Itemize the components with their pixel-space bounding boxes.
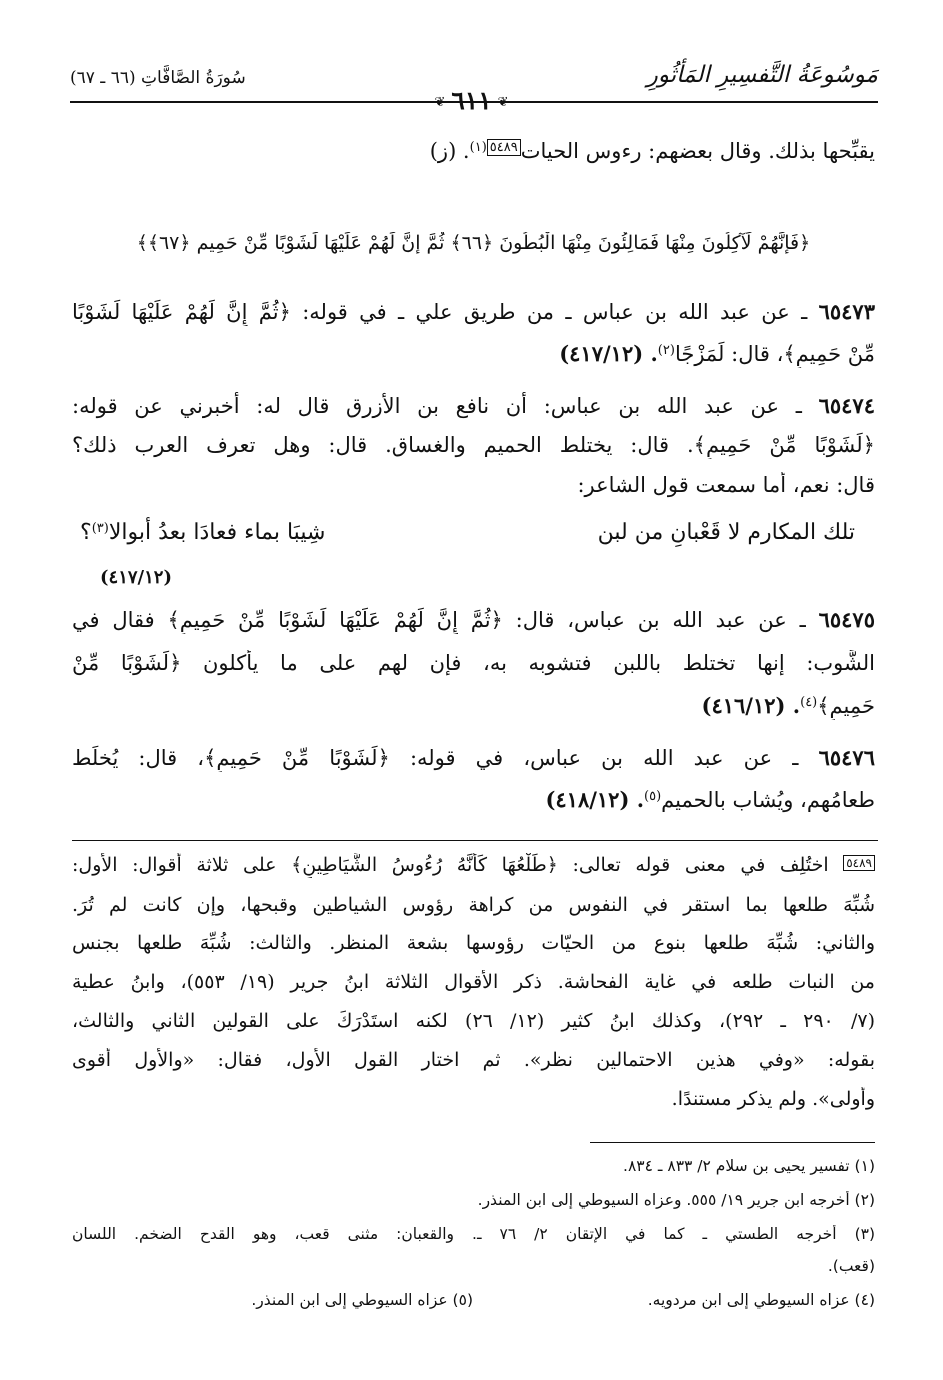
footnotes-rule [590,1142,875,1143]
poem-verse [80,520,855,554]
entry-6575-line2: الشَّوب: إنها تختلط باللبن فتشوبه به، فإن لهم على ما يأكلون ﴿لَشَوْبًا مِّنْ [72,651,875,675]
entry-number: ٦٥٤٧٦ [818,745,875,770]
entry-6573-line2: مِّنْ حَمِيمٍ﴾، قال: لَمَزْجًا$^{(٢)}$. (٤١٧/١٢) [559,341,875,366]
entry-number: ٦٥٤٧٤ [818,393,875,418]
entry-6573-line1: ٦٥٤٧٣ ـ عن عبد الله بن عباس ـ من طريق علي ـ في قوله: ﴿ثُمَّ إِنَّ لَهُمْ عَلَيْهَا لَشَوْبًا [72,299,875,324]
entry-6574-line2: ﴿لَشَوْبًا مِّنْ حَمِيمٍ﴾. قال: يختلط الحميم والغساق. قال: وهل تعرف العرب ذلك؟ [72,433,875,457]
ornament-icon: ❦ [434,95,446,110]
commentary-line3: والثاني: شُبِّهَ طلعها بنوع من الحيّات رؤوسها بشعة المنظر. والثالث: شُبِّهَ طلعها بجنس [72,932,875,954]
page-number: ٦١١ [451,86,492,115]
ornament-icon: ❦ [497,95,509,110]
footnote-marker[interactable]: (٤) [800,695,818,710]
footnote-marker[interactable]: (٥) [644,789,662,804]
commentary-line1: $^{٥٤٨٩}$ اختُلِف في معنى قوله تعالى: ﴿طَلْعُهَا كَأَنَّهُ رُءُوسُ الشَّيَاطِينِ﴾ على ثلاثة أقوال: الأول: [72,853,875,878]
footnote-marker[interactable]: (٣) [91,521,109,536]
commentary-rule [72,840,878,841]
page-number-row [0,86,943,115]
commentary-line4: من النبات طلعه في غاية الفحاشة. ذكر الأقوال الثلاثة ابنُ جرير (١٩/ ٥٥٣)، وابنُ عطية [72,971,875,993]
entry-number: ٦٥٤٧٥ [818,607,875,632]
entry-6575-line3: حَمِيمٍ﴾$^{(٤)}$. (٤١٦/١٢) [701,693,875,718]
footnote-2: (٢) أخرجه ابن جرير ١٩/ ٥٥٥. وعزاه السيوطي إلى ابن المنذر. [477,1191,875,1209]
commentary-ref-box[interactable]: ٥٤٨٩ [843,855,875,871]
poem-hemistich-2-wrap: شِيبَا بماء فعادَا بعدُ أبوالا$^{(٣)}$؟ [80,520,326,545]
entry-6574-line3: قال: نعم، أما سمعت قول الشاعر: [577,473,875,497]
entry-6575-line1: ٦٥٤٧٥ ـ عن عبد الله بن عباس، قال: ﴿ثُمَّ إِنَّ لَهُمْ عَلَيْهَا لَشَوْبًا مِّنْ حَمِيمٍ﴾ فقال في [72,607,875,632]
footnote-5: (٥) عزاه السيوطي إلى ابن المنذر. [251,1291,473,1309]
commentary-line6: بقوله: «وفي هذين الاحتمالين نظر». ثم اختار القول الأول، فقال: «والأول أقوى [72,1049,875,1071]
source-ref: . (٤١٦/١٢) [701,693,801,718]
series-title: مَوسُوعَةُ التَّفسِيرِ المَأثُورِ [646,62,878,88]
footnote-1: (١) تفسير يحيى بن سلام ٢/ ٨٣٣ ـ ٨٣٤. [623,1157,875,1175]
commentary-line7: وأولى». ولم يذكر مستندًا. [671,1088,875,1110]
commentary-line2: شُبِّهَ طلعها بما استقر في النفوس من كراهة رؤوس الشياطين وقبحها، وإن كانت لم تُرَ. [72,894,875,916]
source-ref: . (٤١٧/١٢) [559,341,658,366]
commentary-line5: (٧/ ٢٩٠ ـ ٢٩٢)، وكذلك ابنُ كثير (١٢/ ٢٦) لكنه استَدْرَكَ على القولين الثاني والثالث، [72,1010,875,1032]
intro-line: يقبِّحها بذلك. وقال بعضهم: رءوس الحيات$^{٥٤٨٩(١)}$. (ز) [429,139,875,163]
poem-hemistich-1: تلك المكارم لا قَعْبانِ من لبن [597,520,855,545]
footnote-marker[interactable]: (١) [469,140,487,155]
commentary-ref-box[interactable]: ٥٤٨٩ [487,139,521,156]
entry-number: ٦٥٤٧٣ [818,299,875,324]
footnote-3: (٣) أخرجه الطستي ـ كما في الإتقان ٢/ ٧٦ ـ. والقعبان: مثنى قعب، وهو القدح الضخم. اللسان [72,1225,875,1243]
footnote-marker[interactable]: (٢) [657,343,675,358]
source-ref: (٤١٧/١٢) [100,567,172,588]
source-ref: . (٤١٨/١٢) [545,787,645,812]
entry-6576-line1: ٦٥٤٧٦ ـ عن عبد الله بن عباس، في قوله: ﴿لَشَوْبًا مِّنْ حَمِيمٍ﴾، قال: يُخلَط [72,745,875,770]
quran-verse: ﴿فَإِنَّهُمْ لَآكِلُونَ مِنْهَا فَمَالِئُونَ مِنْهَا الْبُطُونَ ﴿٦٦﴾ ثُمَّ إِنَّ لَهُمْ عَلَيْهَا لَشَوْبًا مِّنْ حَمِيمٍ ﴿٦٧﴾﴾ [136,232,811,254]
entry-6574-line1: ٦٥٤٧٤ ـ عن عبد الله بن عباس: أن نافع بن الأزرق قال له: أخبرني عن قوله: [72,393,875,418]
surah-running-head: سُورَةُ الصَّافَّاتِ (٦٦ ـ ٦٧) [70,68,246,88]
footnote-3-cont: (قعب). [827,1257,875,1275]
footnote-4: (٤) عزاه السيوطي إلى ابن مردويه. [647,1291,875,1309]
entry-6576-line2: طعامُهم، ويُشاب بالحميم$^{(٥)}$. (٤١٨/١٢) [545,787,875,812]
